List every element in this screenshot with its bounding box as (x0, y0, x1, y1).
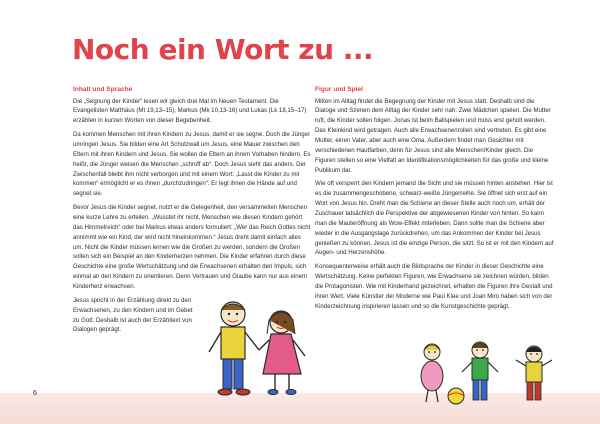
child-drawing-right (412, 338, 562, 410)
page-number: 6 (33, 390, 37, 397)
page-title: Noch ein Wort zu ... (72, 33, 374, 66)
paragraph: Bevor Jesus die Kinder segnet, nutzt er die Gelegenheit, den versammelten Menschen eine kurze Lehre zu erteilen. „Wusstet ihr nicht, Menschen wie diesen Kindern gehört das Himmelreich“ oder bei Markus etwas anders formuliert: „Wer das Reich Gottes nicht annimmt wie ein Kind, der wird nicht hineinkommen.“ Jesus dreht damit einfach alles um. Nicht die Kinder müssen lernen wie die Großen zu werden, sondern die Großen sollen sich ein Beispiel an den Kinderherzen nehmen. Die Kinder erfahren durch diese Geschichte eine große Wertschätzung und die Erwachsenen erhalten den Impuls, sich einmal an den Kindern zu orientieren. Denn Vertrauen und Glaube kann nur aus einem Kinderherz erwachsen. (73, 204, 311, 291)
paragraph: Jesus spricht in der Erzählung direkt zu den Erwachsenen, zu den Kindern und im Gebet zu Gott. Deshalb ist auch der Erzähltext von Dialogen geprägt. (73, 296, 193, 334)
small-child-figure (516, 346, 552, 400)
girl-figure (259, 311, 305, 395)
small-girl-figure (421, 344, 443, 402)
paragraph: Wie oft versperrt den Kindern jemand die Sicht und sie müssen hinten anstehen. Hier ist es die zusammengeschobene, schwarz-weiße Jüngerreihe. Sie öffnet sich erst auf ein Wort von Jesus hin. Dreht man die Schiene an dieser Stelle auch noch um, erhält der Zuschauer tatsächlich die Perspektive der abgewiesenen Kinder von hinten. So kann man die Mauteröffnung als Wow-Effekt miterleben. Dann sollte man die Schiene aber wieder in die Ausgangslage zurückdrehen, um das Ankommen der Kinder bei Jesus genießen zu können. Jesus ist die einzige Person, die sitzt. So ist er mit den Kindern auf Augen- und Herzenshöhe. (315, 180, 554, 257)
small-boy-figure (462, 342, 498, 400)
paragraph: Da kommen Menschen mit ihren Kindern zu Jesus, damit er sie segne. Doch die Jünger umringen Jesus. Sie bilden eine Art Schutzwall um Jesus, eine Mauer zwischen den Eltern mit ihren Kindern und Jesus. Sie wollen die Eltern an ihrem Vorhaben hindern. Es heißt, die Jünger weisen die Menschen „schroff ab“. Doch Jesus sieht das anders. Der Zwischenfall bleibt ihm nicht verborgen und mit einem Wort: „Lasst die Kinder zu mir kommen“ ermöglicht er es ihnen „durchzudringen“. Er legt ihnen die Hände auf und segnet sie. (73, 131, 311, 198)
ball-icon (448, 388, 464, 404)
right-column (315, 86, 555, 316)
paragraph: Mitten im Alltag findet die Begegnung der Kinder mit Jesus statt. Deshalb sind die Dialoge und Szenen dem Alltag der Kinder sehr nah: Zwei Mädchen spielen. Die Mutter ruft, die Kinder sollen folgen. Jonas ist beim Ballspielen und muss erst geholt werden. Das Kleinkind wird getragen. Auch alle Erwachsenenrollen sind vertreten. Es gibt eine Mutter, einen Vater, aber auch eine Oma. Außerdem findet man Gesichter mit verschiedenen Hautfarben, denn für Jesus sind alle Menschen/Kinder gleich. Die Figuren stellen so eine Vielfalt an Identifikationsmöglichkeiten für das große und kleine Publikum dar. (315, 97, 551, 174)
paragraph: Die „Segnung der Kinder“ lesen wir gleich drei Mal im Neuen Testament. Die Evangelisten Matthäus (Mt 19,13–15), Markus (Mk 10,13-16) und Lukas (Lk 18,15–17) erzählen in kurzen Worten von dieser Begebenheit. (73, 97, 307, 125)
paragraph: Konsequenterweise erhält auch die Bildsprache der Kinder in dieser Geschichte eine Wertschätzung. Keine perfekten Figuren, wie Erwachsene sie zeichnen würden, bilden die Protagonisten. Wie mit Kinderhand gezeichnet, erhalten die Figuren ihre Gestalt und ihren Wert. Viele Künstler der Moderne wie Paul Klee und Joan Miro haben sich von der Kinderzeichnung inspirieren lassen und so die Kunstgeschichte geprägt. (315, 263, 553, 310)
child-drawing-left (205, 296, 315, 406)
boy-figure (209, 302, 259, 395)
section-heading-figur: Figur und Spiel (315, 86, 363, 93)
section-heading-inhalt: Inhalt und Sprache (73, 86, 133, 93)
